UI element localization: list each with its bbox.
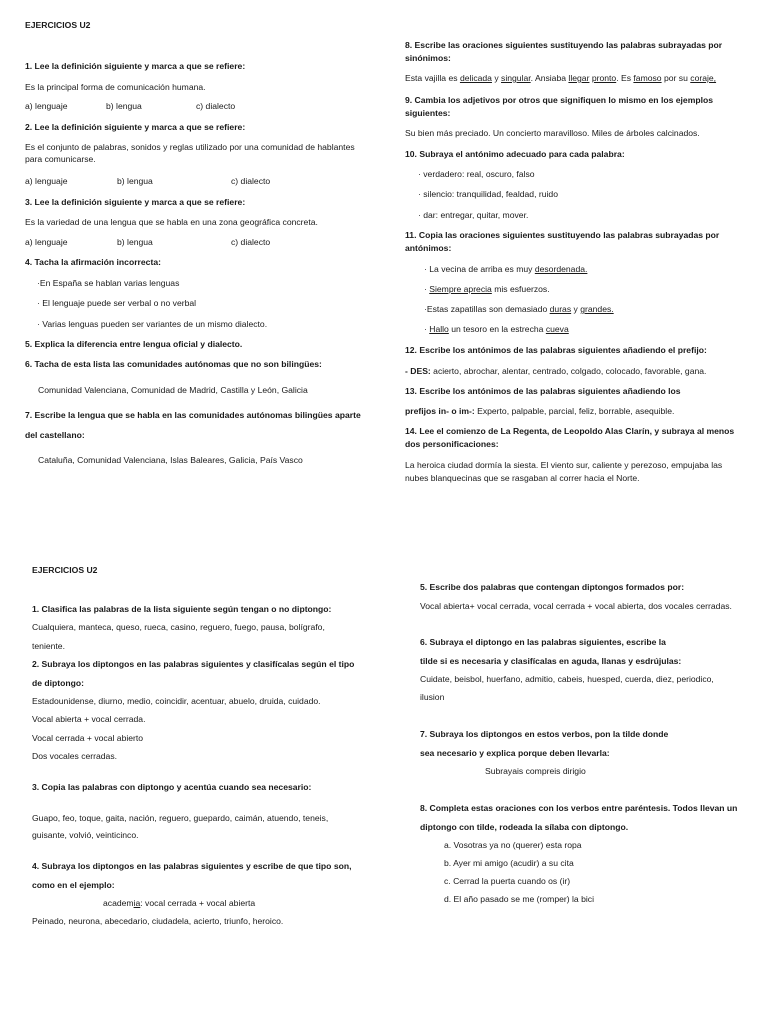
question-heading: 7. Escribe la lengua que se habla en las comunidades autónomas bilingües aparte [25,410,361,420]
underlined-word: singular [501,73,531,83]
option-b: b) lengua [117,176,153,186]
list-item: · silencio: tranquilidad, fealdad, ruido [418,189,558,199]
option-a: a) lenguaje [25,237,68,247]
list-item: ·Estas zapatillas son demasiado duras y grandes. [424,304,614,314]
list-item: · Siempre aprecia mis esfuerzos. [424,284,550,294]
question-text: Cataluña, Comunidad Valenciana, Islas Baleares, Galicia, País Vasco [38,455,303,465]
option-b: b) lengua [117,237,153,247]
question-heading: 10. Subraya el antónimo adecuado para cada palabra: [405,149,625,159]
question-heading: 8. Completa estas oraciones con los verbos entre paréntesis. Todos llevan un [420,803,738,813]
question-heading: como en el ejemplo: [32,880,115,890]
option-a: a) lenguaje [25,176,68,186]
question-heading: 13. Escribe los antónimos de las palabras siguientes añadiendo los [405,386,681,396]
question-text: Vocal abierta+ vocal cerrada, vocal cerrada + vocal abierta, dos vocales cerradas. [420,601,732,611]
question-heading: 8. Escribe las oraciones siguientes sustituyendo las palabras subrayadas por [405,40,723,50]
question-heading: 1. Clasifica las palabras de la lista siguiente según tengan o no diptongo: [32,604,332,614]
list-item: · El lenguaje puede ser verbal o no verbal [37,298,197,308]
question-heading: 6. Subraya el diptongo en las palabras siguientes, escribe la [420,637,666,647]
underlined-word: famoso [633,73,662,83]
option-c: c) dialecto [231,176,271,186]
question-text: Es la variedad de una lengua que se habla en una zona geográfica concreta. [25,217,318,227]
example-text: academia: vocal cerrada + vocal abierta [103,898,256,908]
option-c: c) dialecto [196,101,236,111]
question-heading: antónimos: [405,243,452,253]
underlined-word: delicada [459,73,492,83]
list-item: · La vecina de arriba es muy desordenada. [424,264,588,274]
question-heading: dos personificaciones: [405,439,499,449]
option-b: b) lengua [106,101,142,111]
list-item: · Varias lenguas pueden ser variantes de un mismo dialecto. [37,319,268,329]
question-text: prefijos in- o im-: Experto, palpable, parcial, feliz, borrable, asequible. [405,406,675,416]
question-heading: 9. Cambia los adjetivos por otros que signifiquen lo mismo en los ejemplos [405,95,714,105]
underlined-word: coraje, [690,73,717,83]
list-item: Vocal abierta + vocal cerrada. [32,714,146,724]
question-text: Comunidad Valenciana, Comunidad de Madrid, Castilla y León, Galicia [38,385,308,395]
page-title: EJERCICIOS U2 [32,565,98,575]
list-item: · verdadero: real, oscuro, falso [418,169,535,179]
list-item: c. Cerrad la puerta cuando os (ir) [444,876,571,886]
question-heading: del castellano: [25,430,85,440]
question-heading: 2. Subraya los diptongos en las palabras siguientes y clasifícalas según el tipo [32,659,355,669]
question-heading: 2. Lee la definición siguiente y marca a que se refiere: [25,122,246,132]
list-item: ·En España se hablan varias lenguas [37,278,180,288]
question-text: - DES: acierto, abrochar, alentar, centrado, colgado, colocado, favorable, gana. [405,366,707,376]
question-heading: sinónimos: [405,53,451,63]
question-text: nubes blanquecinas que se rasgaban al correr hacia el Norte. [405,473,640,483]
question-heading: 3. Lee la definición siguiente y marca a que se refiere: [25,197,246,207]
question-heading: 3. Copia las palabras con diptongo y acentúa cuando sea necesario: [32,782,312,792]
underlined-word: llegar [568,73,590,83]
question-heading: 1. Lee la definición siguiente y marca a que se refiere: [25,61,246,71]
question-text: Guapo, feo, toque, gaita, nación, reguero, guepardo, caimán, atuendo, teneis, [32,813,329,823]
question-heading: 11. Copia las oraciones siguientes sustituyendo las palabras subrayadas por [405,230,720,240]
question-heading: 12. Escribe los antónimos de las palabras siguientes añadiendo el prefijo: [405,345,707,355]
question-text: La heroica ciudad dormía la siesta. El viento sur, caliente y perezoso, empujaba las [405,460,723,470]
question-heading: 14. Lee el comienzo de La Regenta, de Leopoldo Alas Clarín, y subraya al menos [405,426,735,436]
question-text: Cuidate, beisbol, huerfano, admitio, cabeis, huesped, cuerda, diez, periodico, [420,674,714,684]
list-item: Dos vocales cerradas. [32,751,118,761]
question-heading: tilde si es necesaria y clasifícalas en aguda, llanas y esdrújulas: [420,656,682,666]
question-text: Esta vajilla es delicada y singular. Ansiaba llegar pronto. Es famoso por su coraje, [405,73,717,83]
question-text: teniente. [32,641,65,651]
question-text: Estadounidense, diurno, medio, coincidir, acentuar, abuelo, druida, cuidado. [32,696,321,706]
list-item: b. Ayer mi amigo (acudir) a su cita [444,858,574,868]
question-heading: 5. Explica la diferencia entre lengua oficial y dialecto. [25,339,243,349]
question-text: Cualquiera, manteca, queso, rueca, casino, reguero, fuego, pausa, bolígrafo, [32,622,325,632]
list-item: · Hallo un tesoro en la estrecha cueva [424,324,569,334]
question-text: Es el conjunto de palabras, sonidos y reglas utilizado por una comunidad de hablantes para comunicarse. [25,142,355,164]
question-heading: siguientes: [405,108,451,118]
question-heading: 5. Escribe dos palabras que contengan diptongos formados por: [420,582,685,592]
question-heading: 7. Subraya los diptongos en estos verbos, pon la tilde donde [420,729,669,739]
list-item: a. Vosotras ya no (querer) esta ropa [444,840,582,850]
question-heading: sea necesario y explica porque deben llevarla: [420,748,610,758]
question-text: Peinado, neurona, abecedario, ciudadela, acierto, triunfo, heroico. [32,916,284,926]
list-item: · dar: entregar, quitar, mover. [418,210,529,220]
question-text: Subrayais compreis dirigio [485,766,586,776]
list-item: d. El año pasado se me (romper) la bici [444,894,594,904]
question-heading: 6. Tacha de esta lista las comunidades autónomas que no son bilingües: [25,359,322,369]
question-text: Es la principal forma de comunicación humana. [25,82,206,92]
option-c: c) dialecto [231,237,271,247]
question-text: Su bien más preciado. Un concierto maravilloso. Miles de árboles calcinados. [405,128,700,138]
question-text: guisante, volvió, veinticinco. [32,830,139,840]
question-heading: diptongo con tilde, rodeada la sílaba con diptongo. [420,822,629,832]
question-heading: 4. Tacha la afirmación incorrecta: [25,257,161,267]
question-text: ilusion [420,692,445,702]
question-heading: de diptongo: [32,678,85,688]
option-a: a) lenguaje [25,101,68,111]
underlined-word: pronto [591,73,617,83]
list-item: Vocal cerrada + vocal abierto [32,733,144,743]
page-title: EJERCICIOS U2 [25,20,91,30]
question-heading: 4. Subraya los diptongos en las palabras siguientes y escribe de que tipo son, [32,861,352,871]
